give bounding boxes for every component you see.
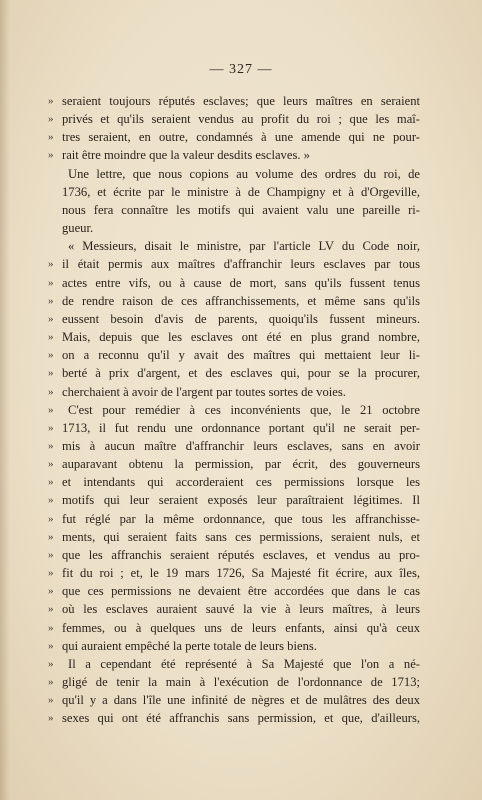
page-number: — 327 — xyxy=(209,62,273,77)
line-text: Il a cependant été représenté à Sa Majesté que l'on a né- xyxy=(68,656,420,671)
text-line xyxy=(48,310,420,328)
text-line xyxy=(48,673,420,691)
text-line xyxy=(48,92,420,110)
quote-mark: » xyxy=(48,439,54,452)
quote-mark: » xyxy=(48,603,54,616)
quote-mark: » xyxy=(48,349,54,362)
line-text: ments, qui seraient faits sans ces permissions, seraient nuls, et xyxy=(62,529,420,544)
line-text: qu'il y a dans l'île une infinité de nègres et de mulâtres des deux xyxy=(62,693,420,708)
quote-mark: » xyxy=(48,149,54,162)
text-line xyxy=(48,637,420,655)
text-line xyxy=(48,491,420,509)
line-text: 1713, il fut rendu une ordonnance portant qu'il ne serait per- xyxy=(62,420,420,435)
quote-mark: » xyxy=(48,548,54,561)
line-text: où les esclaves auraient sauvé la vie à leurs maîtres, à leurs xyxy=(62,602,420,617)
quote-mark: » xyxy=(48,294,54,307)
quote-mark xyxy=(48,219,62,237)
quote-mark: » xyxy=(48,113,54,126)
line-text: fut réglé par la même ordonnance, que tous les affranchisse- xyxy=(62,511,420,526)
text-line xyxy=(48,655,420,673)
text-line xyxy=(48,383,420,401)
text-line xyxy=(48,401,420,419)
line-text: gligé de tenir la main à l'exécution de l'ordonnance de 1713; xyxy=(62,675,420,689)
text-line xyxy=(48,546,420,564)
quote-mark xyxy=(48,201,62,219)
line-text: Mais, depuis que les esclaves ont été en plus grand nombre, xyxy=(62,330,420,345)
quote-mark: » xyxy=(48,421,54,434)
quote-mark: » xyxy=(48,458,54,471)
line-text: femmes, ou à quelques uns de leurs enfants, ainsi qu'à ceux xyxy=(62,620,420,635)
quote-mark: » xyxy=(48,385,54,398)
line-text: rait être moindre que la valeur desdits esclaves. » xyxy=(62,148,310,163)
line-text: seraient toujours réputés esclaves; que leurs maîtres en seraient xyxy=(62,94,420,108)
text-line xyxy=(48,128,420,146)
line-text: il était permis aux maîtres d'affranchir leurs esclaves par tous xyxy=(62,257,420,272)
text-line xyxy=(48,528,420,546)
line-text: gueur. xyxy=(62,221,94,236)
quote-mark: » xyxy=(48,639,54,652)
line-text: sexes qui ont été affranchis sans permission, et que, d'ailleurs, xyxy=(62,711,420,726)
text-line xyxy=(48,455,420,473)
line-text: privés et qu'ils seraient vendus au profit du roi ; que les maî- xyxy=(62,112,420,127)
text-line xyxy=(48,201,420,219)
text-line xyxy=(48,274,420,292)
quote-mark: » xyxy=(48,657,54,670)
line-text: nous fera connaître les motifs qui avaient valu une pareille ri- xyxy=(62,202,420,217)
text-line xyxy=(48,110,420,128)
quote-mark: » xyxy=(48,494,54,507)
quote-mark: » xyxy=(48,367,54,380)
quote-mark: » xyxy=(48,712,54,725)
line-text: berté à prix d'argent, et des esclaves qui, pour se la procurer, xyxy=(62,366,420,381)
line-text: 1736, et écrite par le ministre à de Champigny et à d'Orgeville, xyxy=(62,184,420,199)
line-text: « Messieurs, disait le ministre, par l'article LV du Code noir, xyxy=(68,239,420,254)
line-text: on a reconnu qu'il y avait des maîtres qui mettaient leur li- xyxy=(62,348,420,363)
quote-mark: » xyxy=(48,95,54,107)
line-text: cherchaient à avoir de l'argent par toutes sortes de voies. xyxy=(62,384,346,399)
quote-mark: » xyxy=(48,331,54,344)
quote-mark: » xyxy=(48,476,54,489)
quote-mark xyxy=(48,165,62,183)
text-line xyxy=(48,183,420,201)
quote-mark: » xyxy=(48,567,54,580)
text-line xyxy=(48,437,420,455)
text-line xyxy=(48,564,420,582)
quote-mark: » xyxy=(48,512,54,525)
text-line xyxy=(48,419,420,437)
line-text: fit du roi ; et, le 19 mars 1726, Sa Majesté fit écrire, aux îles, xyxy=(62,566,420,581)
text-line xyxy=(48,364,420,382)
text-line xyxy=(48,691,420,709)
text-line xyxy=(48,328,420,346)
text-line xyxy=(48,219,420,237)
line-text: motifs qui leur seraient exposés leur paraîtraient légitimes. Il xyxy=(62,493,420,508)
line-text: eussent besoin d'avis de parents, quoiqu'ils fussent mineurs. xyxy=(62,311,420,326)
text-line xyxy=(48,237,420,255)
quote-mark: » xyxy=(48,403,54,416)
quote-mark xyxy=(48,237,62,255)
text-line xyxy=(48,146,420,164)
text-line xyxy=(48,346,420,364)
text-line xyxy=(48,255,420,273)
quote-mark: » xyxy=(48,621,54,634)
text-line xyxy=(48,292,420,310)
line-text: que ces permissions ne devaient être accordées que dans le cas xyxy=(62,584,420,599)
line-text: qui auraient empêché la perte totale de leurs biens. xyxy=(62,638,317,653)
quote-mark: » xyxy=(48,530,54,543)
line-text: mis à aucun maître d'affranchir leurs esclaves, sans en avoir xyxy=(62,438,420,453)
body-text xyxy=(48,92,420,727)
text-line xyxy=(48,473,420,491)
quote-mark: » xyxy=(48,312,54,325)
quote-mark: » xyxy=(48,276,54,289)
quote-mark: » xyxy=(48,694,54,707)
quote-mark: » xyxy=(48,258,54,271)
line-text: et intendants qui accorderaient ces permissions lorsque les xyxy=(62,475,420,490)
text-line xyxy=(48,510,420,528)
line-text: auparavant obtenu la permission, par écrit, des gouverneurs xyxy=(62,457,420,472)
text-line xyxy=(48,619,420,637)
quote-mark: » xyxy=(48,585,54,598)
text-line xyxy=(48,600,420,618)
line-text: que les affranchis seraient réputés esclaves, et vendus au pro- xyxy=(62,547,420,562)
quote-mark: » xyxy=(48,131,54,144)
line-text: actes entre vifs, ou à cause de mort, sans qu'ils fussent tenus xyxy=(62,275,420,290)
line-text: tres seraient, en outre, condamnés à une amende qui ne pour- xyxy=(62,130,420,145)
quote-mark: » xyxy=(48,676,54,688)
line-text: de rendre raison de ces affranchissements, et même sans qu'ils xyxy=(62,293,420,308)
line-text: C'est pour remédier à ces inconvénients que, le 21 octobre xyxy=(68,402,420,417)
line-text: Une lettre, que nous copions au volume des ordres du roi, de xyxy=(68,166,420,181)
text-line xyxy=(48,709,420,727)
text-line xyxy=(48,165,420,183)
text-line xyxy=(48,582,420,600)
quote-mark xyxy=(48,183,62,201)
